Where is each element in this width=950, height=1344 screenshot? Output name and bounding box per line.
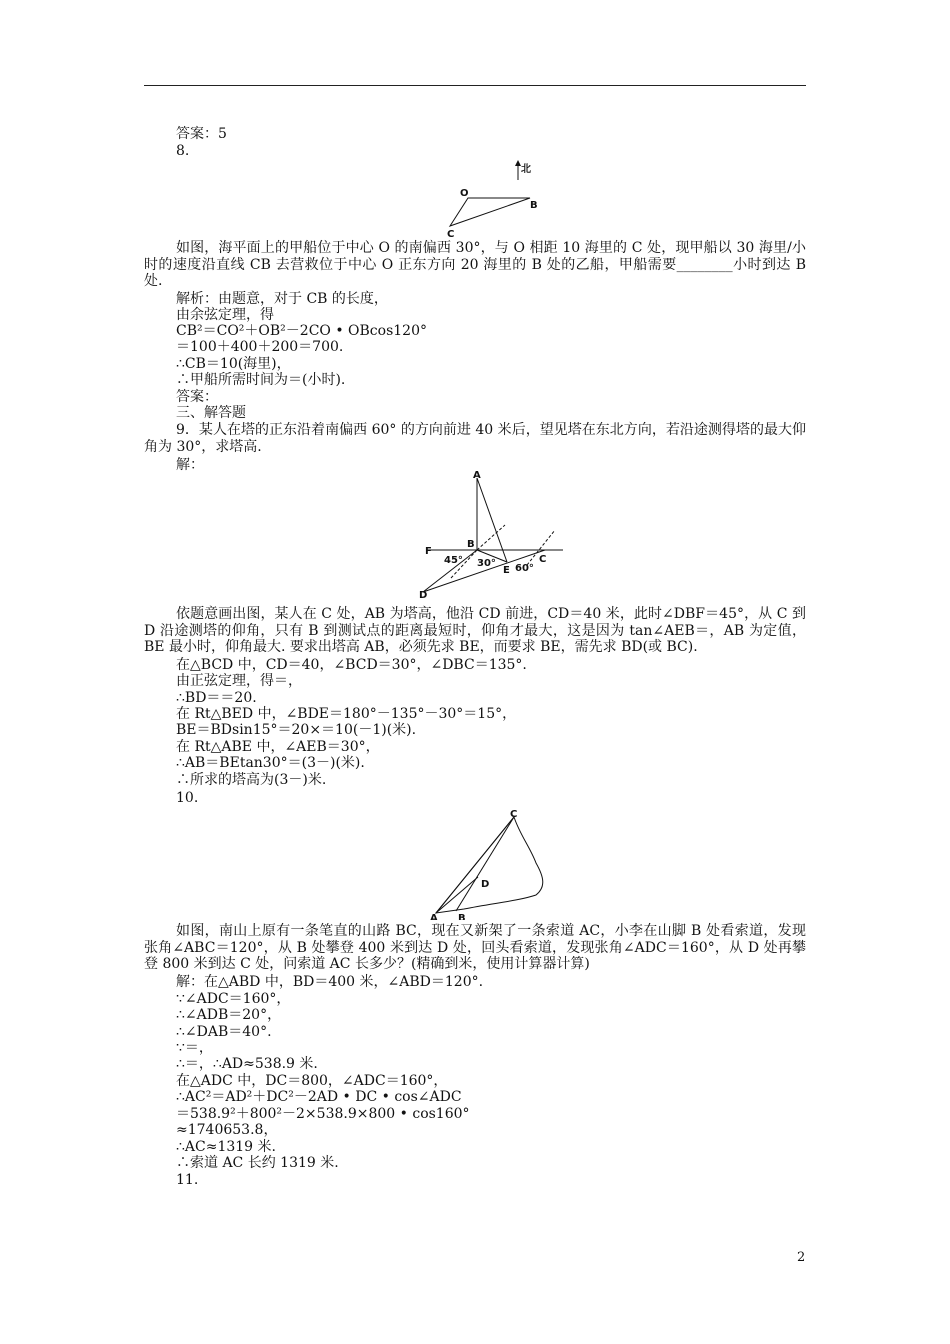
label-c9: C [539, 554, 547, 565]
label-a10: A [430, 913, 438, 920]
q10-line-7: 在△ADC 中，DC＝800，∠ADC＝160°， [176, 1073, 448, 1089]
triangle-obc [450, 198, 530, 226]
q10-line-9: ＝538.9²＋800²－2×538.9×800 • cos160° [176, 1106, 470, 1122]
label-o: O [460, 188, 469, 199]
q8-line-4: ＝100＋400＋200＝700. [176, 339, 344, 355]
q9-line-4: 在 Rt△BED 中，∠BDE＝180°－135°－30°＝15°， [176, 706, 517, 722]
label-c10: C [510, 809, 518, 820]
q9-line-7: ∴AB＝BEtan30°＝(3－)(米). [176, 755, 365, 771]
figure-9 [415, 470, 565, 600]
q10-line-2: ∵∠ADC＝160°， [176, 991, 291, 1007]
label-e9: E [503, 565, 510, 576]
q8-line-1: 解析：由题意，对于 CB 的长度， [176, 291, 388, 307]
q9-line-8: ∴所求的塔高为(3－)米. [176, 772, 327, 788]
figure-10 [428, 805, 558, 920]
page-number: 2 [797, 1250, 806, 1265]
q8-line-5: ∴CB＝10(海里)， [176, 356, 291, 372]
q9-line-3: ∴BD＝＝20. [176, 690, 257, 706]
q10-line-4: ∴∠DAB＝40°. [176, 1024, 272, 1040]
label-b9: B [467, 539, 475, 550]
question-8-text: 如图，海平面上的甲船位于中心 O 的南偏西 30°，与 O 相距 10 海里的 C 处，现甲船以 30 海里/小时的速度沿直线 CB 去营救位于中心 O 正东方向 20 海里的 B 处的乙船，甲船需要________小时到达 B 处. [144, 240, 806, 289]
header-rule [144, 85, 806, 86]
question-9-text: 9．某人在塔的正东沿着南偏西 60° 的方向前进 40 米后，望见塔在东北方向，若沿途测得塔的最大仰角为 30°，求塔高. [144, 422, 806, 455]
q8-line-2: 由余弦定理，得 [176, 307, 274, 323]
mountain-outline [436, 817, 543, 913]
label-d10: D [481, 879, 490, 890]
q9-line-2: 由正弦定理，得＝， [176, 673, 302, 689]
q10-line-12: ∴索道 AC 长约 1319 米. [176, 1155, 339, 1171]
q8-line-7: 答案： [176, 389, 218, 405]
label-a: A [473, 470, 481, 481]
q10-line-11: ∴AC≈1319 米. [176, 1139, 276, 1155]
question-8-number: 8. [176, 143, 190, 159]
road-bc [456, 817, 514, 911]
angle-45: 45° [444, 555, 463, 566]
answer-7: 答案：5 [176, 126, 227, 142]
q8-line-3: CB²＝CO²＋OB²－2CO • OBcos120° [176, 323, 427, 339]
q9-line-6: 在 Rt△ABE 中，∠AEB＝30°， [176, 739, 380, 755]
angle-60: 60° [515, 563, 534, 574]
q10-line-6: ∴＝，∴AD≈538.9 米. [176, 1056, 318, 1072]
question-10-number: 10. [176, 790, 199, 806]
question-9-jie: 解： [176, 457, 204, 473]
label-d9: D [419, 590, 428, 600]
q10-line-8: ∴AC²＝AD²＋DC²－2AD • DC • cos∠ADC [176, 1089, 462, 1105]
question-9-explanation: 依题意画出图，某人在 C 处，AB 为塔高，他沿 CD 前进，CD＝40 米，此时∠DBF＝45°，从 C 到 D 沿途测塔的仰角，只有 B 到测试点的距离最短时，仰角才最大，这是因为 tan∠AEB＝，AB 为定值，BE 最小时，仰角最大. 要求出塔高 AB，必须先求 BE，而要求 BE，需先求 BD(或 BC). [144, 606, 806, 655]
q10-line-1: 解：在△ABD 中，BD＝400 米，∠ABD＝120°. [176, 974, 484, 990]
question-10-text: 如图，南山上原有一条笔直的山路 BC，现在又新架了一条索道 AC，小李在山脚 B 处看索道，发现张角∠ABC＝120°，从 B 处攀登 400 米到达 D 处，回头看索道，发现张角∠ADC＝160°，从 D 处再攀登 800 米到达 C 处，问索道 AC 长多少？(精确到米，使用计算器计算) [144, 923, 806, 972]
north-label: 北 [521, 164, 531, 175]
q9-line-5: BE＝BDsin15°＝20×＝10(－1)(米). [176, 722, 417, 738]
q10-line-10: ≈1740653.8， [176, 1122, 278, 1138]
angle-30: 30° [477, 558, 496, 569]
q9-line-1: 在△BCD 中，CD＝40，∠BCD＝30°，∠DBC＝135°. [176, 657, 527, 673]
q10-line-3: ∴∠ADB＝20°， [176, 1007, 282, 1023]
q8-line-6: ∴甲船所需时间为＝(小时). [176, 372, 346, 388]
q10-line-5: ∵＝， [176, 1040, 213, 1056]
label-b10: B [458, 913, 466, 920]
dashed-ne [477, 525, 505, 550]
figure-8 [440, 158, 550, 238]
line-ae [477, 478, 507, 562]
label-f9: F [425, 546, 432, 557]
label-b: B [530, 200, 538, 211]
section-heading: 三、解答题 [176, 405, 246, 421]
cable-ac [436, 817, 514, 913]
question-11-number: 11. [176, 1172, 199, 1188]
label-c: C [447, 229, 455, 238]
